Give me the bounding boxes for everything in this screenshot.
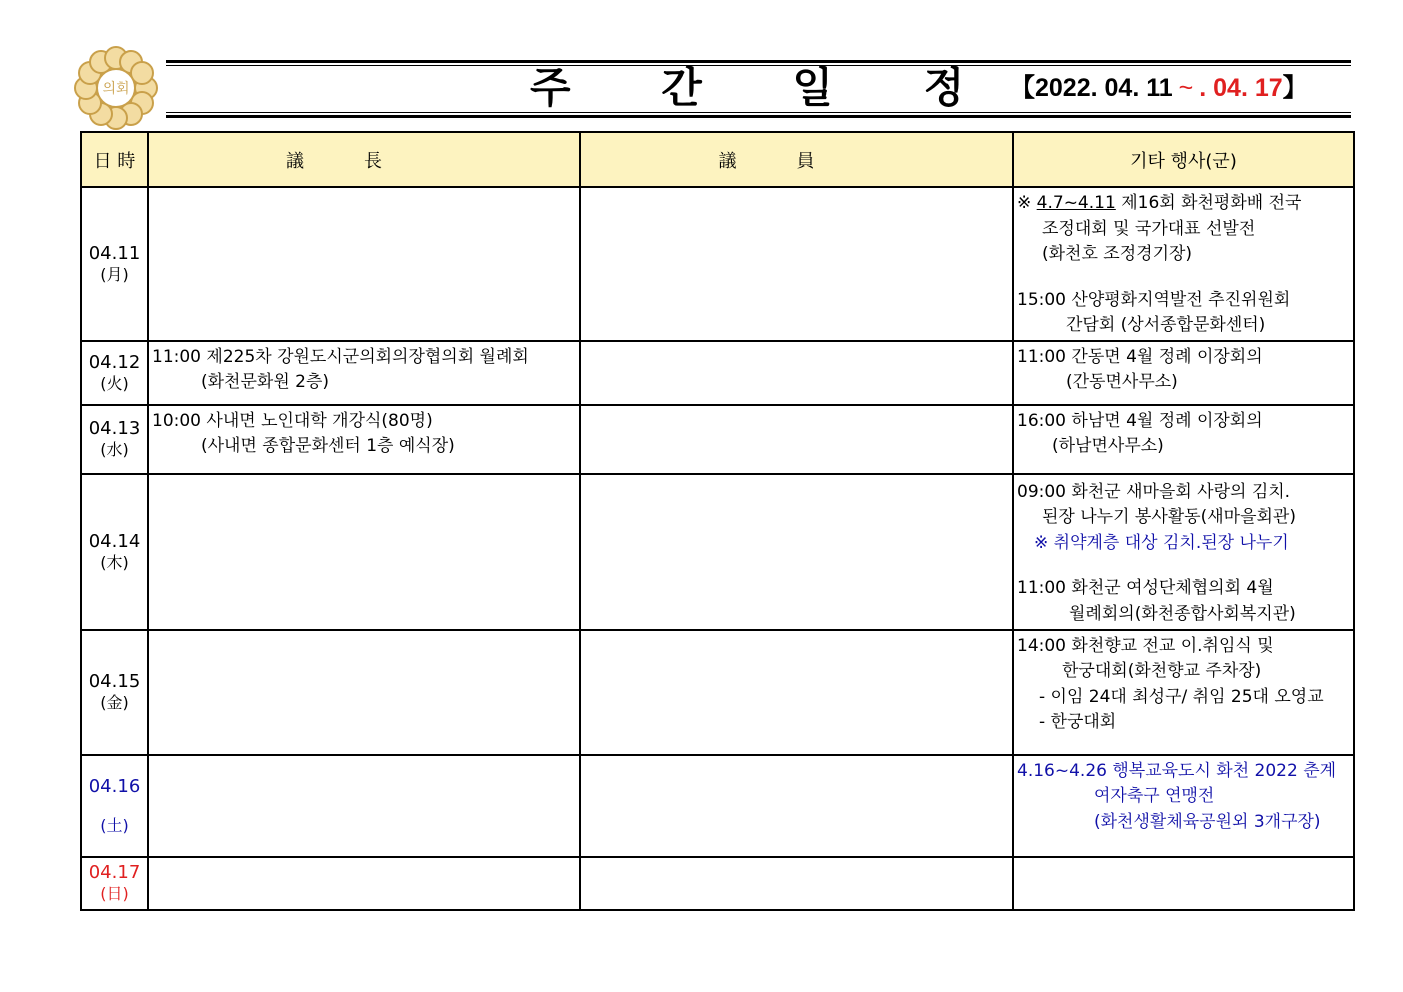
event-text: 제16회 화천평화배 전국: [1115, 193, 1302, 213]
date-cell: [81, 755, 148, 857]
emblem-text: 의회: [102, 81, 130, 97]
column-header-chair: 議長: [148, 132, 580, 187]
event-line: (간동면사무소): [1066, 372, 1178, 392]
event-line: 09:00 화천군 새마을회 사랑의 김치.: [1017, 481, 1291, 502]
weekday: (月): [100, 264, 129, 284]
other-events-cell: [1013, 187, 1354, 341]
schedule-period: [1010, 72, 1308, 104]
member-cell: [580, 474, 1013, 630]
event-line: 11:00 간동면 4월 정례 이장회의: [1017, 346, 1263, 367]
chair-cell: [148, 755, 580, 857]
weekday: (日): [100, 884, 129, 903]
weekday: (土): [100, 815, 129, 835]
table-row: [81, 630, 1354, 755]
event-line: 11:00 화천군 여성단체협의회 4월: [1017, 578, 1274, 598]
chair-cell: [148, 187, 580, 341]
event-line: 간담회 (상서종합문화센터): [1066, 315, 1266, 335]
weekday: (火): [100, 373, 129, 393]
other-events-cell: [1013, 630, 1354, 755]
member-cell: [580, 405, 1013, 474]
member-cell: [580, 755, 1013, 857]
date: 04.14: [88, 530, 141, 552]
other-events-cell: [1013, 755, 1354, 857]
date: 04.12: [88, 351, 141, 373]
event-line: 14:00 화천향교 전교 이.취임식 및: [1017, 635, 1274, 656]
date-cell: [81, 341, 148, 405]
weekday: (木): [100, 552, 129, 572]
date-cell: [81, 187, 148, 341]
column-header-datetime: 日 時: [81, 132, 148, 187]
chair-cell: [148, 857, 580, 910]
member-cell: [580, 857, 1013, 910]
member-cell: [580, 187, 1013, 341]
event-line: [1014, 188, 1353, 218]
period-tilde: ~: [1178, 74, 1194, 102]
weekday: (水): [100, 440, 129, 459]
weekday: (金): [100, 693, 129, 712]
other-events-cell: [1013, 341, 1354, 405]
event-line: 한궁대회(화천향교 주차장): [1062, 661, 1262, 681]
event-line: 11:00 제225차 강원도시군의회의장협의회 월례회: [152, 346, 529, 367]
table-row: [81, 474, 1354, 630]
event-line: (화천생활체육공원외 3개구장): [1094, 811, 1321, 832]
note-mark: ※: [1017, 193, 1037, 213]
event-line: 된장 나누기 봉사활동(새마을회관): [1042, 507, 1296, 527]
weekly-schedule-table: [80, 131, 1355, 911]
event-line: 조정대회 및 국가대표 선발전: [1042, 218, 1256, 239]
date-cell: [81, 630, 148, 755]
page-title: 주 간 일 정: [530, 63, 1003, 112]
event-line: 10:00 사내면 노인대학 개강식(80명): [152, 410, 433, 431]
member-cell: [580, 630, 1013, 755]
event-line: 월례회의(화천종합사회복지관): [1069, 603, 1296, 624]
event-line: 여자축구 연맹전: [1094, 786, 1215, 806]
table-row: [81, 187, 1354, 341]
chair-cell: [148, 474, 580, 630]
period-start: 【2022. 04. 11: [1010, 74, 1173, 102]
period-close: 】: [1282, 74, 1308, 102]
event-period: 4.7~4.11: [1036, 193, 1116, 213]
event-line: (사내면 종합문화센터 1층 예식장): [201, 436, 455, 456]
table-row: [81, 857, 1354, 910]
table-row: [81, 405, 1354, 474]
date: 04.13: [88, 418, 141, 439]
period-dot: .: [1199, 74, 1207, 102]
date: 04.15: [88, 671, 141, 692]
date: 04.11: [88, 242, 141, 264]
column-header-other-events: 기타 행사(군): [1013, 132, 1354, 187]
event-line: (화천문화원 2층): [201, 372, 330, 392]
event-line: 16:00 하남면 4월 정례 이장회의: [1017, 410, 1263, 431]
other-events-cell: [1013, 405, 1354, 474]
chair-cell: [148, 341, 580, 405]
council-emblem-logo: [70, 42, 162, 134]
other-events-cell: [1013, 857, 1354, 910]
table-row: [81, 755, 1354, 857]
header-rule-bottom: [166, 112, 1351, 118]
event-line: - 이임 24대 최성구/ 취임 25대 오영교: [1039, 686, 1324, 707]
chair-cell: [148, 630, 580, 755]
period-end: 04. 17: [1213, 74, 1283, 102]
table-row: [81, 341, 1354, 405]
event-line: 4.16~4.26 행복교육도시 화천 2022 춘계: [1017, 760, 1337, 781]
column-header-member: 議員: [580, 132, 1013, 187]
date-cell: [81, 857, 148, 910]
member-cell: [580, 341, 1013, 405]
event-line: (하남면사무소): [1052, 436, 1164, 456]
event-note: ※ 취약계층 대상 김치.된장 나누기: [1034, 532, 1289, 553]
date: 04.17: [88, 862, 141, 883]
event-line: 15:00 산양평화지역발전 추진위원회: [1017, 289, 1291, 310]
event-line: (화천호 조정경기장): [1042, 244, 1193, 264]
chair-cell: [148, 405, 580, 474]
table-header-row: [81, 132, 1354, 187]
date-cell: [81, 405, 148, 474]
date: 04.16: [88, 775, 141, 797]
other-events-cell: [1013, 474, 1354, 630]
date-cell: [81, 474, 148, 630]
event-line: - 한궁대회: [1039, 712, 1117, 732]
